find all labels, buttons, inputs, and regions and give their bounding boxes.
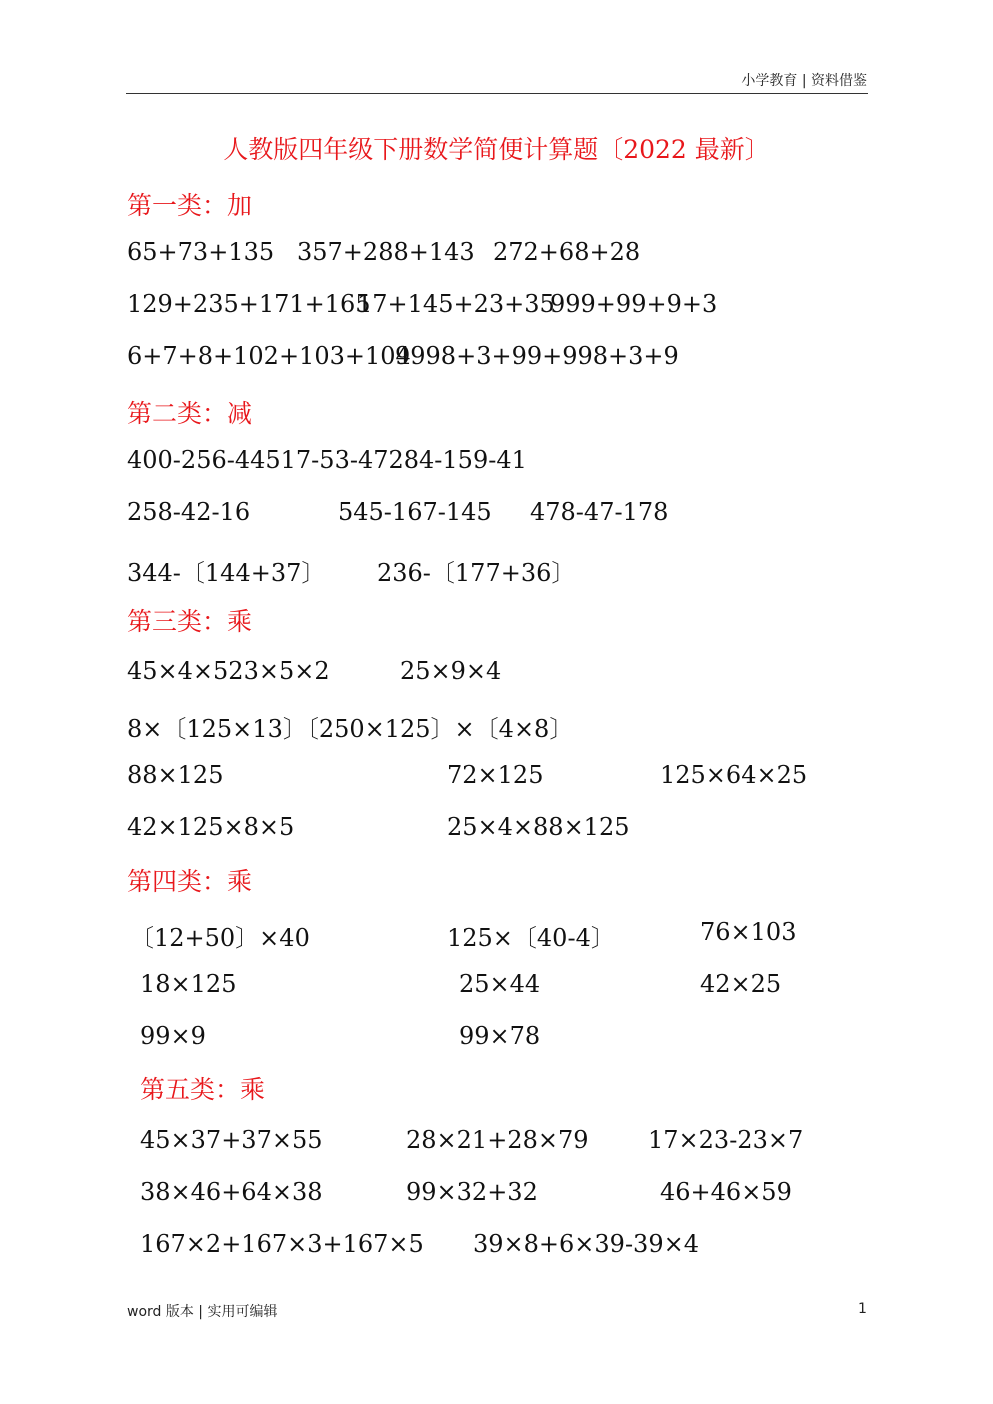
problem: 9998+3+99+998+3+9 (395, 342, 679, 370)
problem: 25×9×4 (400, 657, 502, 685)
problem: 99×9 (140, 1022, 206, 1050)
problem: 65+73+135 (127, 238, 275, 266)
problem: 400-256-44517-53-47284-159-41 (127, 446, 527, 474)
problem: 6+7+8+102+103+104 (127, 342, 411, 370)
problem: 17×23-23×7 (648, 1126, 804, 1154)
problem: 〔12+50〕×40 (130, 924, 310, 952)
problem: 45×4×523×5×2 (127, 657, 330, 685)
problem: 25×44 (459, 970, 541, 998)
header-text: 小学教育 | 资料借鉴 (741, 73, 867, 89)
problem: 125×64×25 (660, 761, 808, 789)
problem: 129+235+171+165 (127, 290, 371, 318)
problem: 999+99+9+3 (550, 290, 718, 318)
problem: 39×8+6×39-39×4 (473, 1230, 699, 1258)
problem: 258-42-16 (127, 498, 251, 526)
page-title: 人教版四年级下册数学简便计算题〔2022 最新〕 (223, 135, 770, 164)
problem: 72×125 (447, 761, 544, 789)
page-number: 1 (858, 1301, 867, 1317)
problem: 45×37+37×55 (140, 1126, 323, 1154)
problem: 38×46+64×38 (140, 1178, 323, 1206)
problem: 25×4×88×125 (447, 813, 630, 841)
section-heading-2: 第二类：减 (127, 399, 253, 428)
problem: 42×25 (700, 970, 782, 998)
problem: 236-〔177+36〕 (377, 559, 576, 587)
problem: 8×〔125×13〕〔250×125〕×〔4×8〕 (127, 715, 574, 743)
section-heading-1: 第一类：加 (127, 191, 253, 220)
problem: 18×125 (140, 970, 237, 998)
section-heading-3: 第三类：乘 (127, 607, 253, 636)
section-heading-5: 第五类：乘 (140, 1075, 266, 1104)
problem: 76×103 (700, 918, 797, 946)
problem: 357+288+143 (297, 238, 475, 266)
problem: 17+145+23+35 (357, 290, 555, 318)
problem: 42×125×8×5 (127, 813, 295, 841)
problem: 167×2+167×3+167×5 (140, 1230, 424, 1258)
problem: 545-167-145 (338, 498, 492, 526)
problem: 125×〔40-4〕 (447, 924, 615, 952)
problem: 478-47-178 (530, 498, 669, 526)
header-divider (126, 93, 868, 94)
problem: 88×125 (127, 761, 224, 789)
problem: 344-〔144+37〕 (127, 559, 326, 587)
problem: 46+46×59 (660, 1178, 792, 1206)
section-heading-4: 第四类：乘 (127, 867, 253, 896)
problem: 99×78 (459, 1022, 541, 1050)
footer-text: word 版本 | 实用可编辑 (127, 1304, 278, 1320)
problem: 28×21+28×79 (406, 1126, 589, 1154)
problem: 272+68+28 (493, 238, 641, 266)
problem: 99×32+32 (406, 1178, 538, 1206)
